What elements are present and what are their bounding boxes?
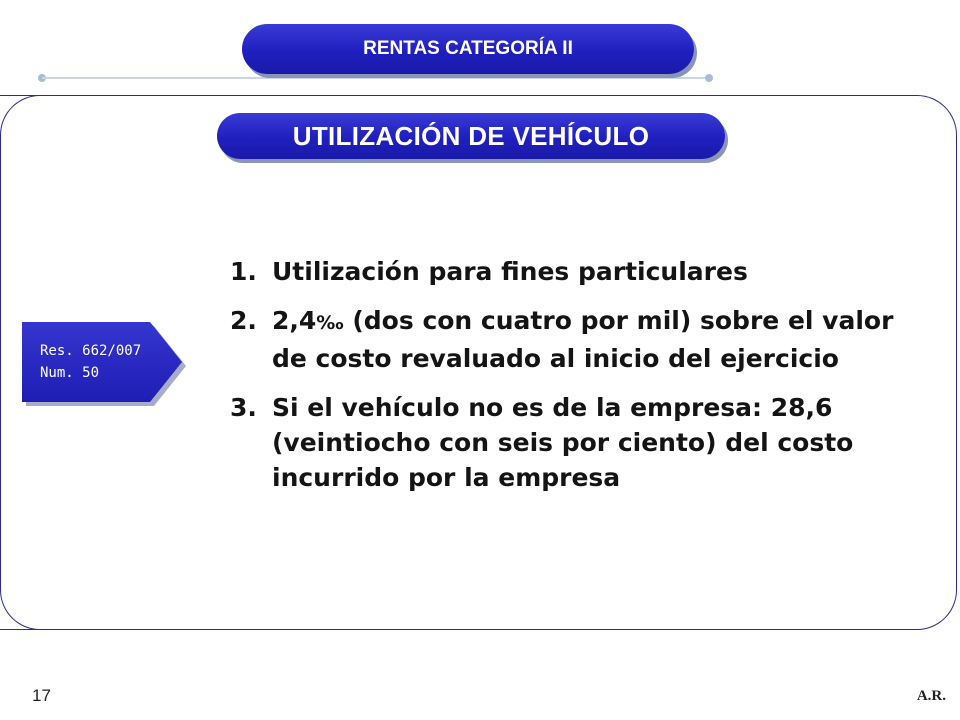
list-item-text: Si el vehículo no es de la empresa: 28,6 (veintiocho con seis por ciento) del costo incurrido por la empresa — [272, 393, 854, 492]
divider-dot-right — [705, 74, 713, 82]
list-item — [230, 303, 930, 376]
per-mille-symbol: ‰ — [316, 312, 344, 334]
list-item-text: Utilización para fines particulares — [272, 257, 748, 286]
section-header-pill: RENTAS CATEGORÍA II — [242, 24, 694, 74]
list-item-text: (dos con cuatro por mil) sobre el valor de costo revaluado al inicio del ejercicio — [272, 306, 894, 373]
rate-value: 2,4 — [272, 306, 317, 335]
list-item-number: 3. — [230, 393, 257, 422]
page-number: 17 — [32, 686, 51, 705]
reference-number: Num. 50 — [40, 365, 100, 381]
list-item-number: 1. — [230, 257, 257, 286]
author-initials: A.R. — [916, 688, 946, 704]
header-divider — [42, 77, 710, 79]
list-item-number: 2. — [230, 306, 257, 335]
content-list — [230, 254, 930, 509]
reference-resolution: Res. 662/007 — [40, 343, 142, 359]
list-item — [230, 254, 930, 289]
list-item — [230, 390, 930, 495]
slide-title: UTILIZACIÓN DE VEHÍCULO — [217, 113, 725, 159]
reference-text — [40, 340, 141, 384]
